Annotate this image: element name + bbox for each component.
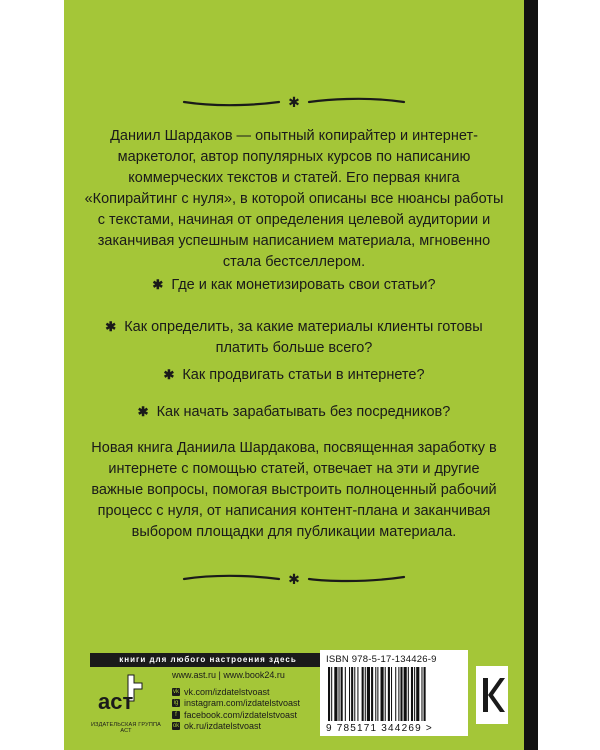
barcode-bar (381, 667, 384, 721)
barcode-bar (375, 667, 376, 721)
ok-icon: ok (172, 723, 180, 730)
question-item-2 (84, 316, 504, 359)
question-text: Где и как монетизировать свои статьи? (171, 277, 436, 293)
barcode-bar (354, 667, 355, 721)
ast-logo (94, 671, 154, 721)
barcode (326, 667, 462, 721)
star-bullet-icon: ✱ (105, 319, 117, 334)
vk-icon: vk (173, 688, 179, 695)
barcode-bar (388, 667, 390, 721)
question-text: Как начать зарабатывать без посредников? (156, 404, 451, 420)
star-bullet-icon: ✱ (152, 277, 164, 292)
publisher-tagline: книги для любого настроения здесь (90, 653, 326, 667)
bottom-flourish-ornament (64, 563, 524, 593)
barcode-bar (391, 667, 392, 721)
book-summary-paragraph: Новая книга Даниила Шардакова, посвященная заработку в интернете с помощью статей, отвечает на эти и другие важные вопросы, помогая выстроить полноценный рабочий процесс с нуля, от написания контент-плана и заканчивая выбором площадки для публикации материала. (91, 440, 497, 540)
book-spine-edge (524, 0, 538, 750)
isbn-barcode-box (320, 650, 468, 736)
barcode-bar (408, 667, 409, 721)
publisher-name: ИЗДАТЕЛЬСКАЯ ГРУППА АСТ (90, 722, 162, 734)
barcode-bar (345, 667, 346, 721)
svg-text:✱: ✱ (288, 95, 300, 111)
social-links (172, 686, 300, 732)
barcode-bar (349, 667, 350, 721)
barcode-bar (416, 667, 419, 721)
barcode-number: 9 785171 344269 > (326, 723, 433, 734)
barcode-bar (331, 667, 332, 721)
facebook-icon: f (172, 711, 180, 719)
barcode-bar (414, 667, 415, 721)
isbn-text: ISBN 978-5-17-134426-9 (326, 654, 437, 665)
barcode-bar (328, 667, 330, 721)
barcode-bar (424, 667, 426, 721)
barcode-bar (339, 667, 340, 721)
barcode-bar (398, 667, 399, 721)
barcode-bar (400, 667, 402, 721)
barcode-bar (395, 667, 396, 721)
barcode-bar (404, 667, 407, 721)
social-link-facebook (172, 709, 300, 721)
question-text: Как определить, за какие материалы клиенты готовы платить больше всего? (124, 319, 483, 356)
barcode-bar (341, 667, 343, 721)
book-back-cover (64, 0, 524, 750)
barcode-bar (334, 667, 337, 721)
star-bullet-icon: ✱ (163, 367, 175, 382)
barcode-bar (365, 667, 366, 721)
publisher-websites: www.ast.ru | www.book24.ru (172, 670, 285, 680)
barcode-bar (351, 667, 353, 721)
social-link-instagram (172, 698, 300, 710)
kladez-k-logo (476, 666, 508, 724)
question-item-4 (84, 401, 504, 423)
question-item-3 (84, 364, 504, 386)
barcode-bar (362, 667, 364, 721)
ast-logo-text: аст (98, 689, 134, 714)
star-bullet-icon: ✱ (137, 404, 149, 419)
barcode-bar (377, 667, 378, 721)
svg-text:✱: ✱ (288, 572, 300, 588)
social-link-text: ok.ru/izdatelstvoast (184, 721, 262, 732)
social-link-text: instagram.com/izdatelstvoast (184, 698, 301, 709)
question-item-1 (84, 274, 504, 296)
instagram-icon: ig (173, 700, 179, 707)
barcode-bar (371, 667, 373, 721)
top-flourish-ornament (64, 88, 524, 118)
social-link-ok (172, 721, 300, 733)
social-link-text: facebook.com/izdatelstvoast (184, 709, 298, 720)
barcode-bar (385, 667, 386, 721)
social-link-vk (172, 686, 300, 698)
social-link-text: vk.com/izdatelstvoast (184, 686, 270, 697)
question-text: Как продвигать статьи в интернете? (182, 367, 425, 383)
author-intro-paragraph: Даниил Шардаков — опытный копирайтер и интернет-маркетолог, автор популярных курсов по написанию коммерческих текстов и статей. Его первая книга «Копирайтинг с нуля», в которой описаны все нюансы работы с текстами, начиная от определения целевой аудитории и заканчивая успешным написанием материала, мгновенно стала бестселлером. (84, 128, 504, 270)
barcode-bar (367, 667, 370, 721)
barcode-bar (357, 667, 358, 721)
barcode-bar (411, 667, 413, 721)
barcode-bar (421, 667, 422, 721)
